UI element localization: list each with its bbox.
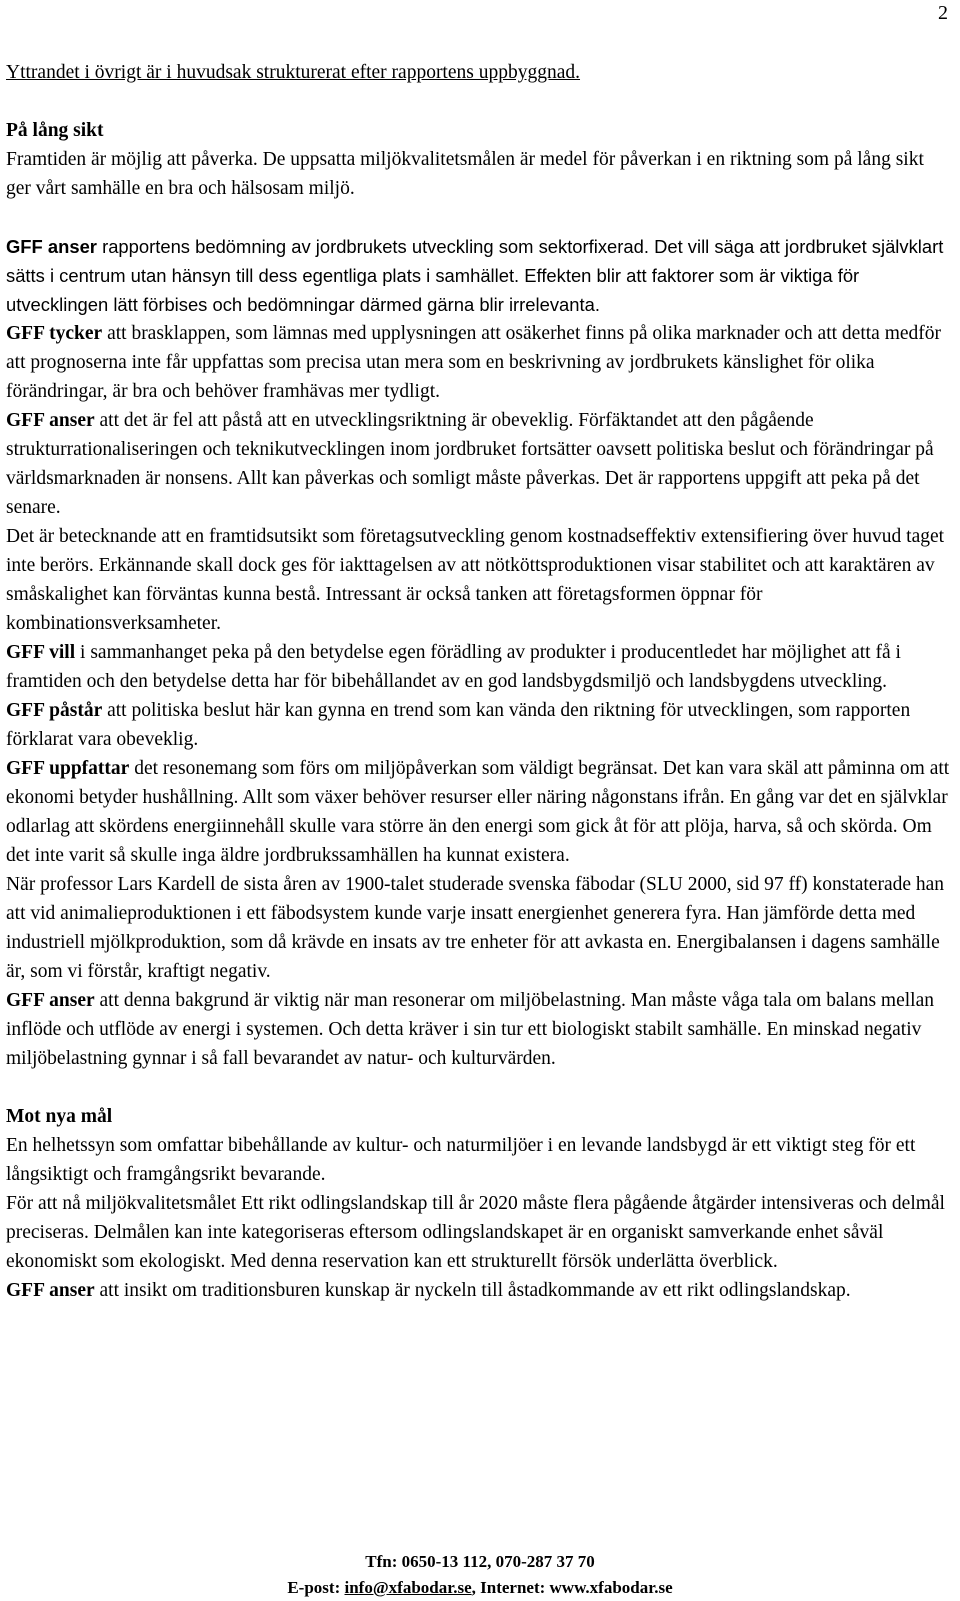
gff-lead: GFF påstår (6, 700, 103, 721)
email-link[interactable]: info@xfabodar.se (344, 1578, 472, 1597)
paragraph-helhetssyn: En helhetssyn som omfattar bibehållande av kultur- och naturmiljöer i en levande landsbygd är ett viktigt steg för ett långsiktigt och framgångsrikt bevarande. (6, 1135, 916, 1185)
gff-lead: GFF anser (6, 990, 95, 1011)
section-heading-new-goals: Mot nya mål (6, 1106, 113, 1127)
paragraph-miljobelastning: GFF anser att denna bakgrund är viktig när man resonerar om miljöbelastning. Man måste våga tala om balans mellan inflöde och utflöde av energi i systemen. Och detta kräver i sin tur ett biologiskt stabilt samhälle. En minskad negativ miljöbelastning gynnar i så fall bevarandet av natur- och kulturvärden. (6, 990, 934, 1069)
gff-lead: GFF anser (6, 236, 97, 257)
paragraph-obeveklig: GFF anser att det är fel att påstå att en utvecklingsriktning är obeveklig. Förfäktandet att den pågående strukturrationaliseringen och teknikutvecklingen inom jordbruket fortsätter oavsett politiska beslut och förändringar på världsmarknaden är nonsens. Allt kan påverkas och somligt måste påverkas. Det är rapportens uppgift att peka på det senare. (6, 410, 934, 518)
paragraph-kardell: När professor Lars Kardell de sista åren av 1900-talet studerade svenska fäbodar (SLU 2000, sid 97 ff) konstaterade han att vid animalieproduktionen i ett fäbodsystem kunde varje insatt energienhet generera fyra. Han jämförde detta med industriell mjölkproduktion, som då krävde en insats av tre enheter för att avkasta en. Energibalansen i dagens samhälle är, som vi förstår, kraftigt negativ. (6, 874, 945, 982)
intro-text: Yttrandet i övrigt är i huvudsak strukturerat efter rapportens uppbyggnad. (6, 62, 581, 83)
page-number: 2 (938, 2, 948, 24)
paragraph-tycker: GFF tycker att brasklappen, som lämnas med upplysningen att osäkerhet finns på olika marknader och att detta medför att prognoserna inte får uppfattas som precisa utan mera som en beskrivning av jordbrukets känslighet för olika förändringar, är bra och behöver framhävas mer tydligt. (6, 323, 941, 402)
document-body (6, 58, 950, 1305)
paragraph-sector: GFF anser rapportens bedömning av jordbrukets utveckling som sektorfixerad. Det vill säga att jordbruket självklart sätts i centrum utan hänsyn till dess egentliga plats i samhället. Effekten blir att faktorer som är viktiga för utvecklingen lätt förbises och bedömningar därmed gärna blir irrelevanta. (6, 236, 944, 315)
paragraph-uppfattar: GFF uppfattar det resonemang som förs om miljöpåverkan som väldigt begränsat. Det kan vara skäl att påminna om att ekonomi betyder hushållning. Allt som växer behöver resurser eller näring någonstans ifrån. En gång var det en självklar odlarlag att skördens energiinnehåll skulle vara större än den energi som gick åt för att plöja, harva, så och skörda. Om det inte varit så skulle inga äldre jordbrukssamhällen ha kunnat existera. (6, 758, 950, 866)
gff-lead: GFF anser (6, 1280, 95, 1301)
internet-text: , Internet: www.xfabodar.se (471, 1578, 673, 1597)
paragraph-betecknande: Det är betecknande att en framtidsutsikt som företagsutveckling genom kostnadseffektiv extensifiering över huvud taget inte berörs. Erkännande skall dock ges för iakttagelsen av att nötköttsproduktionen visar stabilitet och att karaktären av småskalighet kan förväntas kunna bestå. Intressant är också tanken att företagsformen öppnar för kombinationsverksamheter. (6, 526, 945, 634)
footer-contact: E-post: info@xfabodar.se, Internet: www.xfabodar.se (287, 1578, 673, 1597)
paragraph-future: Framtiden är möjlig att påverka. De uppsatta miljökvalitetsmålen är medel för påverkan i en riktning som på lång sikt ger vårt samhälle en bra och hälsosam miljö. (6, 149, 924, 199)
gff-lead: GFF tycker (6, 323, 103, 344)
gff-lead: GFF anser (6, 410, 95, 431)
paragraph-pastar: GFF påstår att politiska beslut här kan gynna en trend som kan vända den riktning för utvecklingen, som rapporten förklarat vara obeveklig. (6, 700, 911, 750)
paragraph-miljokvalitetsmal: För att nå miljökvalitetsmålet Ett rikt odlingslandskap till år 2020 måste flera pågående åtgärder intensiveras och delmål preciseras. Delmålen kan inte kategoriseras eftersom odlingslandskapet är en organiskt samverkande enhet såväl ekonomiskt som ekologiskt. Med denna reservation kan ett strukturellt försök underlätta överblick. (6, 1193, 945, 1272)
footer-phone: Tfn: 0650-13 112, 070-287 37 70 (365, 1552, 595, 1571)
paragraph-traditionsburen: GFF anser att insikt om traditionsburen kunskap är nyckeln till åstadkommande av ett rikt odlingslandskap. (6, 1280, 851, 1301)
section-heading-long-term: På lång sikt (6, 120, 104, 141)
gff-lead: GFF vill (6, 642, 76, 663)
paragraph-vill: GFF vill i sammanhanget peka på den betydelse egen förädling av produkter i producentledet har möjlighet att få i framtiden och den betydelse detta har för bibehållandet av en god landsbygdsmiljö och landsbygdens utveckling. (6, 642, 901, 692)
gff-lead: GFF uppfattar (6, 758, 130, 779)
